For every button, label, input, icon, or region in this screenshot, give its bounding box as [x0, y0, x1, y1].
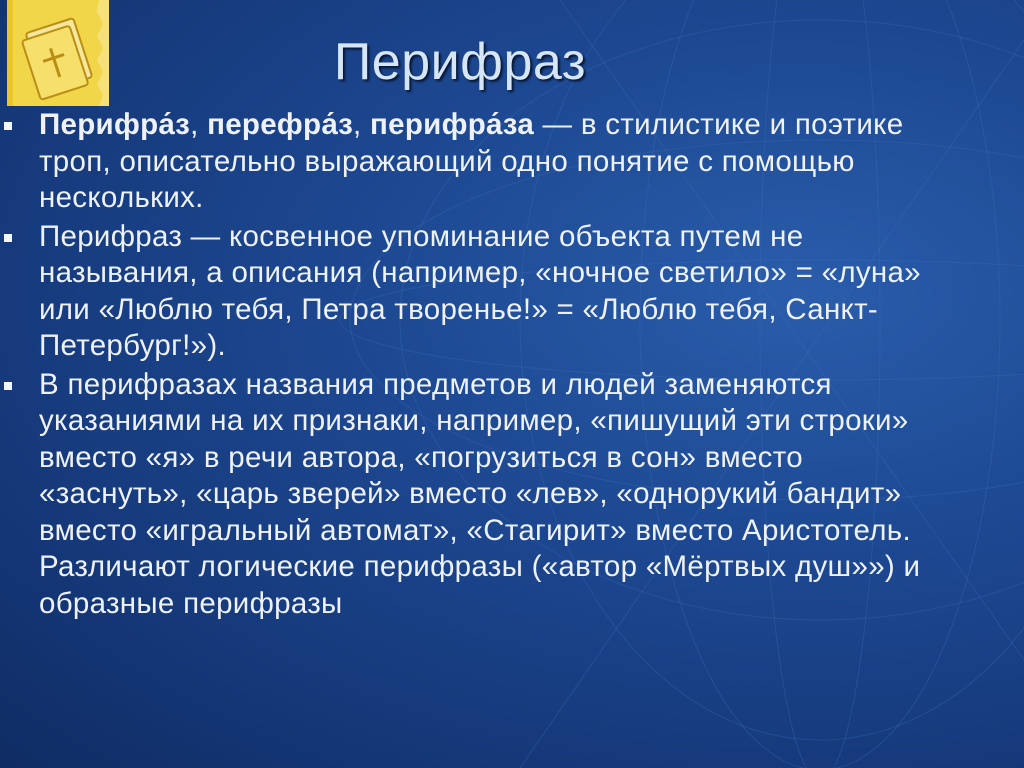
bullet-text-2: Перифраз — косвенное упоминание объекта путем не называния, а описания (например, «ночное светило» = «луна» или «Люблю тебя, Петра творенье!» = «Люблю тебя, Санкт-Петербург!»). — [39, 219, 921, 362]
bullet-item-3 — [0, 367, 1024, 623]
term-separator-2: , — [353, 108, 371, 141]
bold-term-1: Перифра́з — [39, 108, 191, 141]
bullet-item-1 — [0, 107, 1024, 217]
bullet-text-3: В перифразах названия предметов и людей заменяются указаниями на их признаки, например, «пишущий эти строки» вместо «я» в речи автора, «погрузиться в сон» вместо «заснуть», «царь зверей» вместо «лев», «однорукий бандит» вместо «игральный автомат», «Стагирит» вместо Аристотель. Различают логические перифразы («автор «Мёртвых душ»») и образные перифразы — [39, 367, 921, 620]
square-bullet-icon — [4, 234, 12, 242]
bold-term-2: перефра́з — [207, 108, 354, 141]
square-bullet-icon — [4, 122, 12, 130]
term-separator-1: , — [190, 108, 208, 141]
bullet-item-2 — [0, 219, 1024, 365]
slide-title: Перифраз — [333, 33, 587, 91]
bold-term-3: перифра́за — [370, 108, 535, 141]
bullet-text-1: — в стилистике и поэтике троп, описательно выражающий одно понятие с помощью нескольких. — [39, 108, 904, 214]
slide-content — [0, 107, 1024, 624]
square-bullet-icon — [4, 382, 12, 390]
